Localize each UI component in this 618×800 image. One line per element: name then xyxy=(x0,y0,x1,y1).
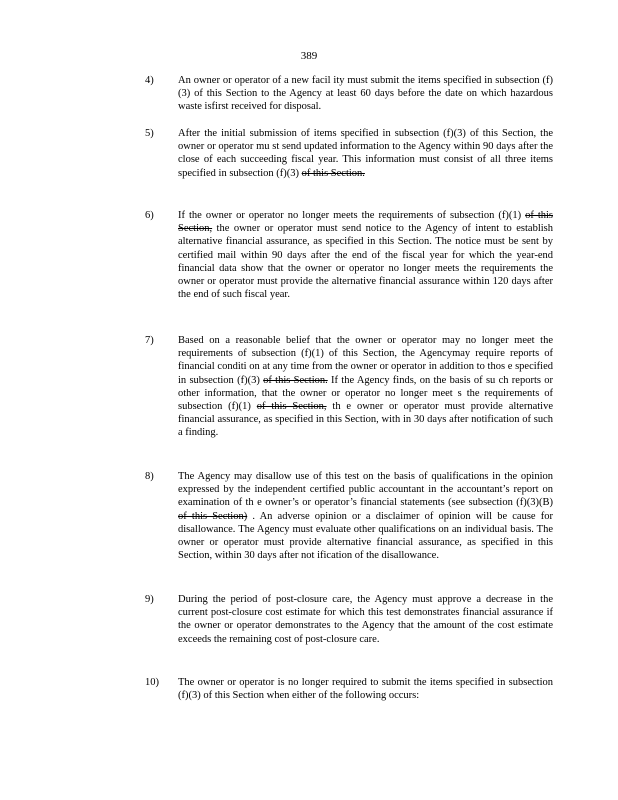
text-segment: If the Agency finds, on the basis of su ch reports or other information, that the owner or operator no longer meet s the requirements of subsection (f)(1) xyxy=(178,374,553,413)
text-segment: The Agency may disallow use of this test on the basis of qualifications in the opinion expressed by the independent certified public accountant in the accountant’s report on examination of th e owner’s or operator’s financial statements (see subsection (f)(3)(B) xyxy=(178,471,553,509)
list-item xyxy=(145,593,555,646)
text-segment: The owner or operator is no longer required to submit the items specified in subsection (f)(3) of this Section when either of the following occurs: xyxy=(178,677,553,702)
item-text xyxy=(178,209,553,301)
list-item xyxy=(145,470,555,562)
struck-text: of this Section) xyxy=(178,510,248,522)
item-number: 8) xyxy=(145,471,154,482)
list-item xyxy=(145,127,555,180)
item-text xyxy=(178,676,553,702)
item-number: 7) xyxy=(145,335,154,346)
struck-text: of this Section, xyxy=(178,210,553,235)
item-text xyxy=(178,334,553,440)
page-number: 389 xyxy=(300,50,318,62)
item-number: 5) xyxy=(145,128,154,139)
item-number: 9) xyxy=(145,594,154,605)
text-segment: th e owner or operator must provide alternative financial assurance, as specified in this Section, with in 30 days after notification of such a finding. xyxy=(178,401,553,439)
item-number: 6) xyxy=(145,210,154,221)
item-text xyxy=(178,470,553,562)
text-segment: . An adverse opinion or a disclaimer of opinion will be cause for disallowance. The Agency must evaluate other qualifications on an individual basis. The owner or operator must provide alternative financial assurance, as specified in this Section, within 30 days after not ification of the disallowance. xyxy=(178,510,553,562)
text-segment: the owner or operator must send notice to the Agency of intent to establish alternative financial assurance, as specified in this Section. The notice must be sent by certified mail within 90 days after the end of the fiscal year for which the year-end financial data show that the owner or operator no longer meets the requirements the owner or operator must provide the alternative financial assurance within 120 days after the end of such fiscal year. xyxy=(178,223,553,301)
list-item xyxy=(145,209,555,301)
item-text xyxy=(178,127,553,180)
text-segment: Based on a reasonable belief that the owner or operator may no longer meet the requirements of subsection (f)(1) of this Section, the Agencymay require reports of financial conditi on at any time from the owner or operator in addition to thos e specified in subsection (f)(3) xyxy=(178,335,553,386)
list-item xyxy=(145,334,555,440)
item-number: 10) xyxy=(145,677,159,688)
list-item xyxy=(145,74,555,114)
struck-text: of this Section. xyxy=(301,167,365,179)
list-item xyxy=(145,676,555,702)
struck-text: of this Section, xyxy=(256,401,327,413)
text-segment: After the initial submission of items specified in subsection (f)(3) of this Section, the owner or operator mu st send updated information to the Agency within 90 days after the close of each succeeding fiscal year. This information must consist of all three items specified in subsection (f)(3) xyxy=(178,128,553,179)
item-text xyxy=(178,74,553,114)
text-segment: An owner or operator of a new facil ity must submit the items specified in subsection (f)(3) of this Section to the Agency at least 60 days before the date on which hazardous waste isfirst received for disposal. xyxy=(178,75,553,113)
item-text xyxy=(178,593,553,646)
text-segment: During the period of post-closure care, the Agency must approve a decrease in the current post-closure cost estimate for which this test demonstrates financial assurance if the owner or operator demonstrates to the Agency that the amount of the cost estimate exceeds the remaining cost of post-closure care. xyxy=(178,594,553,645)
struck-text: of this Section. xyxy=(263,374,328,386)
text-segment: If the owner or operator no longer meets the requirements of subsection (f)(1) xyxy=(178,210,526,221)
item-number: 4) xyxy=(145,75,154,86)
